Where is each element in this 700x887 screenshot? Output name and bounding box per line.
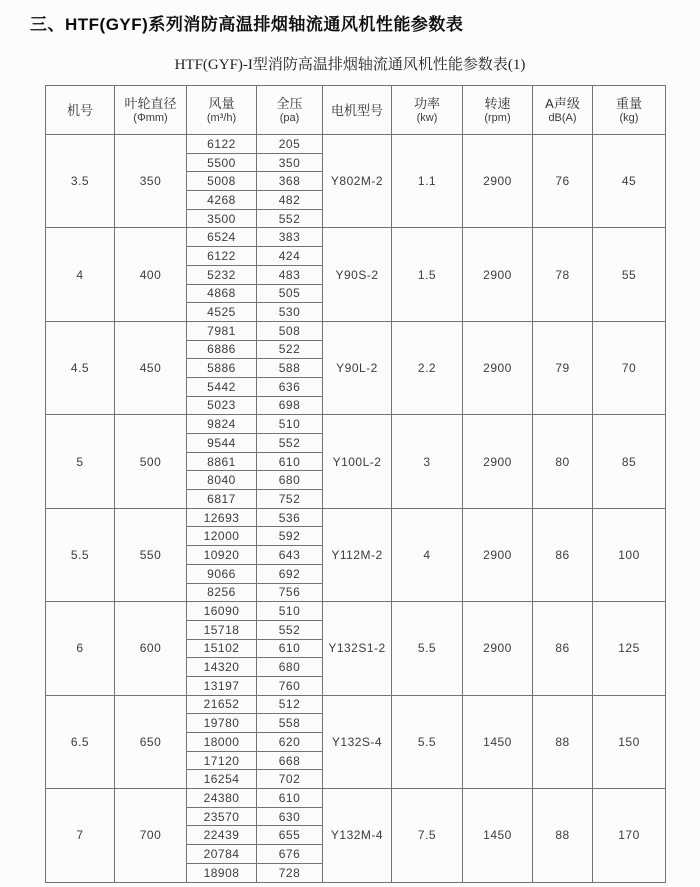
- table-row: [46, 228, 666, 247]
- airflow-cell: 5886: [187, 359, 257, 378]
- airflow-cell: 8040: [187, 471, 257, 490]
- table-row: [46, 135, 666, 154]
- col-header-label: 叶轮直径: [124, 96, 177, 111]
- noise-level-cell: 86: [533, 508, 593, 601]
- airflow-cell: 9824: [187, 415, 257, 434]
- airflow-cell: 13197: [187, 676, 257, 695]
- pressure-cell: 588: [257, 359, 323, 378]
- speed-cell: 2900: [463, 321, 533, 414]
- pressure-cell: 692: [257, 564, 323, 583]
- motor-model-cell: Y100L-2: [323, 415, 392, 508]
- airflow-cell: 6122: [187, 135, 257, 154]
- noise-level-cell: 80: [533, 415, 593, 508]
- airflow-cell: 18000: [187, 733, 257, 752]
- weight-cell: 150: [593, 695, 666, 788]
- pressure-cell: 702: [257, 770, 323, 789]
- impeller-diameter-cell: 400: [115, 228, 187, 321]
- model-no-cell: 7: [46, 789, 115, 882]
- col-header-label: 全压: [276, 96, 303, 111]
- pressure-cell: 505: [257, 284, 323, 303]
- speed-cell: 2900: [463, 228, 533, 321]
- airflow-cell: 20784: [187, 845, 257, 864]
- airflow-cell: 6122: [187, 247, 257, 266]
- pressure-cell: 636: [257, 377, 323, 396]
- airflow-cell: 6524: [187, 228, 257, 247]
- col-header-label: 风量: [208, 96, 235, 111]
- pressure-cell: 510: [257, 415, 323, 434]
- table-row: [46, 602, 666, 621]
- pressure-cell: 558: [257, 714, 323, 733]
- airflow-cell: 6886: [187, 340, 257, 359]
- col-header-pressure: [257, 86, 323, 135]
- speed-cell: 2900: [463, 602, 533, 695]
- noise-level-cell: 86: [533, 602, 593, 695]
- power-cell: 7.5: [392, 789, 463, 882]
- col-header-model-no: [46, 86, 115, 135]
- airflow-cell: 16254: [187, 770, 257, 789]
- impeller-diameter-cell: 350: [115, 135, 187, 228]
- col-header-noise-level: [533, 86, 593, 135]
- col-header-sub: (kg): [619, 112, 639, 124]
- pressure-cell: 522: [257, 340, 323, 359]
- noise-level-cell: 76: [533, 135, 593, 228]
- airflow-cell: 5232: [187, 265, 257, 284]
- noise-level-cell: 88: [533, 789, 593, 882]
- airflow-cell: 15102: [187, 639, 257, 658]
- pressure-cell: 610: [257, 452, 323, 471]
- power-cell: 1.5: [392, 228, 463, 321]
- airflow-cell: 5023: [187, 396, 257, 415]
- airflow-cell: 9066: [187, 564, 257, 583]
- pressure-cell: 610: [257, 639, 323, 658]
- pressure-cell: 368: [257, 172, 323, 191]
- pressure-cell: 424: [257, 247, 323, 266]
- airflow-cell: 10920: [187, 546, 257, 565]
- col-header-label: 转速: [484, 96, 511, 111]
- power-cell: 3: [392, 415, 463, 508]
- airflow-cell: 6817: [187, 490, 257, 509]
- motor-model-cell: Y132M-4: [323, 789, 392, 882]
- airflow-cell: 22439: [187, 826, 257, 845]
- col-header-sub: (pa): [279, 112, 300, 124]
- table-row: [46, 415, 666, 434]
- pressure-cell: 655: [257, 826, 323, 845]
- airflow-cell: 16090: [187, 602, 257, 621]
- pressure-cell: 698: [257, 396, 323, 415]
- pressure-cell: 512: [257, 695, 323, 714]
- pressure-cell: 383: [257, 228, 323, 247]
- weight-cell: 55: [593, 228, 666, 321]
- col-header-motor-model: [323, 86, 392, 135]
- pressure-cell: 643: [257, 546, 323, 565]
- airflow-cell: 21652: [187, 695, 257, 714]
- table-body: [46, 135, 666, 883]
- airflow-cell: 5500: [187, 153, 257, 172]
- pressure-cell: 620: [257, 733, 323, 752]
- table-caption: HTF(GYF)-I型消防高温排烟轴流通风机性能参数表(1): [174, 57, 526, 73]
- pressure-cell: 610: [257, 789, 323, 808]
- airflow-cell: 7981: [187, 321, 257, 340]
- col-header-airflow: [187, 86, 257, 135]
- airflow-cell: 9544: [187, 434, 257, 453]
- impeller-diameter-cell: 700: [115, 789, 187, 882]
- pressure-cell: 680: [257, 658, 323, 677]
- airflow-cell: 8861: [187, 452, 257, 471]
- table-header: [46, 86, 666, 135]
- pressure-cell: 552: [257, 434, 323, 453]
- airflow-cell: 8256: [187, 583, 257, 602]
- col-header-impeller-diameter: [115, 86, 187, 135]
- airflow-cell: 23570: [187, 807, 257, 826]
- col-header-label: 机号: [66, 102, 93, 118]
- model-no-cell: 3.5: [46, 135, 115, 228]
- pressure-cell: 350: [257, 153, 323, 172]
- pressure-cell: 552: [257, 209, 323, 228]
- col-header-sub: (kw): [416, 112, 438, 124]
- impeller-diameter-cell: 500: [115, 415, 187, 508]
- col-header-label: 重量: [615, 96, 642, 111]
- model-no-cell: 5.5: [46, 508, 115, 601]
- airflow-cell: 5442: [187, 377, 257, 396]
- col-header-power: [392, 86, 463, 135]
- impeller-diameter-cell: 650: [115, 695, 187, 788]
- weight-cell: 100: [593, 508, 666, 601]
- table-row: [46, 789, 666, 808]
- col-header-sub: (m³/h): [206, 112, 237, 124]
- airflow-cell: 24380: [187, 789, 257, 808]
- pressure-cell: 592: [257, 527, 323, 546]
- speed-cell: 2900: [463, 135, 533, 228]
- airflow-cell: 4268: [187, 191, 257, 210]
- airflow-cell: 3500: [187, 209, 257, 228]
- col-header-label: 功率: [413, 96, 440, 111]
- header-row: [46, 86, 666, 135]
- model-no-cell: 6.5: [46, 695, 115, 788]
- col-header-speed: [463, 86, 533, 135]
- speed-cell: 1450: [463, 695, 533, 788]
- airflow-cell: 19780: [187, 714, 257, 733]
- pressure-cell: 756: [257, 583, 323, 602]
- page-title: 三、HTF(GYF)系列消防高温排烟轴流通风机性能参数表: [30, 15, 464, 34]
- model-no-cell: 4: [46, 228, 115, 321]
- motor-model-cell: Y112M-2: [323, 508, 392, 601]
- table-row: [46, 321, 666, 340]
- pressure-cell: 680: [257, 471, 323, 490]
- power-cell: 5.5: [392, 695, 463, 788]
- motor-model-cell: Y132S-4: [323, 695, 392, 788]
- airflow-cell: 17120: [187, 751, 257, 770]
- airflow-cell: 4868: [187, 284, 257, 303]
- pressure-cell: 752: [257, 490, 323, 509]
- impeller-diameter-cell: 600: [115, 602, 187, 695]
- airflow-cell: 15718: [187, 620, 257, 639]
- pressure-cell: 536: [257, 508, 323, 527]
- airflow-cell: 18908: [187, 863, 257, 882]
- col-header-label: 电机型号: [330, 102, 383, 118]
- table-row: [46, 508, 666, 527]
- pressure-cell: 508: [257, 321, 323, 340]
- pressure-cell: 510: [257, 602, 323, 621]
- pressure-cell: 483: [257, 265, 323, 284]
- col-header-label: A声级: [545, 96, 580, 111]
- pressure-cell: 530: [257, 303, 323, 322]
- motor-model-cell: Y802M-2: [323, 135, 392, 228]
- pressure-cell: 482: [257, 191, 323, 210]
- speed-cell: 1450: [463, 789, 533, 882]
- weight-cell: 85: [593, 415, 666, 508]
- noise-level-cell: 79: [533, 321, 593, 414]
- power-cell: 4: [392, 508, 463, 601]
- pressure-cell: 205: [257, 135, 323, 154]
- pressure-cell: 668: [257, 751, 323, 770]
- airflow-cell: 14320: [187, 658, 257, 677]
- motor-model-cell: Y132S1-2: [323, 602, 392, 695]
- airflow-cell: 4525: [187, 303, 257, 322]
- col-header-sub: (rpm): [484, 112, 511, 124]
- model-no-cell: 5: [46, 415, 115, 508]
- speed-cell: 2900: [463, 415, 533, 508]
- weight-cell: 70: [593, 321, 666, 414]
- weight-cell: 45: [593, 135, 666, 228]
- impeller-diameter-cell: 450: [115, 321, 187, 414]
- noise-level-cell: 88: [533, 695, 593, 788]
- col-header-weight: [593, 86, 666, 135]
- impeller-diameter-cell: 550: [115, 508, 187, 601]
- weight-cell: 125: [593, 602, 666, 695]
- motor-model-cell: Y90L-2: [323, 321, 392, 414]
- power-cell: 1.1: [392, 135, 463, 228]
- airflow-cell: 12693: [187, 508, 257, 527]
- power-cell: 2.2: [392, 321, 463, 414]
- col-header-sub: dB(A): [548, 112, 577, 124]
- pressure-cell: 552: [257, 620, 323, 639]
- speed-cell: 2900: [463, 508, 533, 601]
- noise-level-cell: 78: [533, 228, 593, 321]
- pressure-cell: 630: [257, 807, 323, 826]
- model-no-cell: 4.5: [46, 321, 115, 414]
- pressure-cell: 676: [257, 845, 323, 864]
- model-no-cell: 6: [46, 602, 115, 695]
- airflow-cell: 12000: [187, 527, 257, 546]
- pressure-cell: 728: [257, 863, 323, 882]
- weight-cell: 170: [593, 789, 666, 882]
- airflow-cell: 5008: [187, 172, 257, 191]
- col-header-sub: (Φmm): [133, 112, 168, 124]
- table-row: [46, 695, 666, 714]
- motor-model-cell: Y90S-2: [323, 228, 392, 321]
- performance-table: [45, 85, 666, 883]
- power-cell: 5.5: [392, 602, 463, 695]
- pressure-cell: 760: [257, 676, 323, 695]
